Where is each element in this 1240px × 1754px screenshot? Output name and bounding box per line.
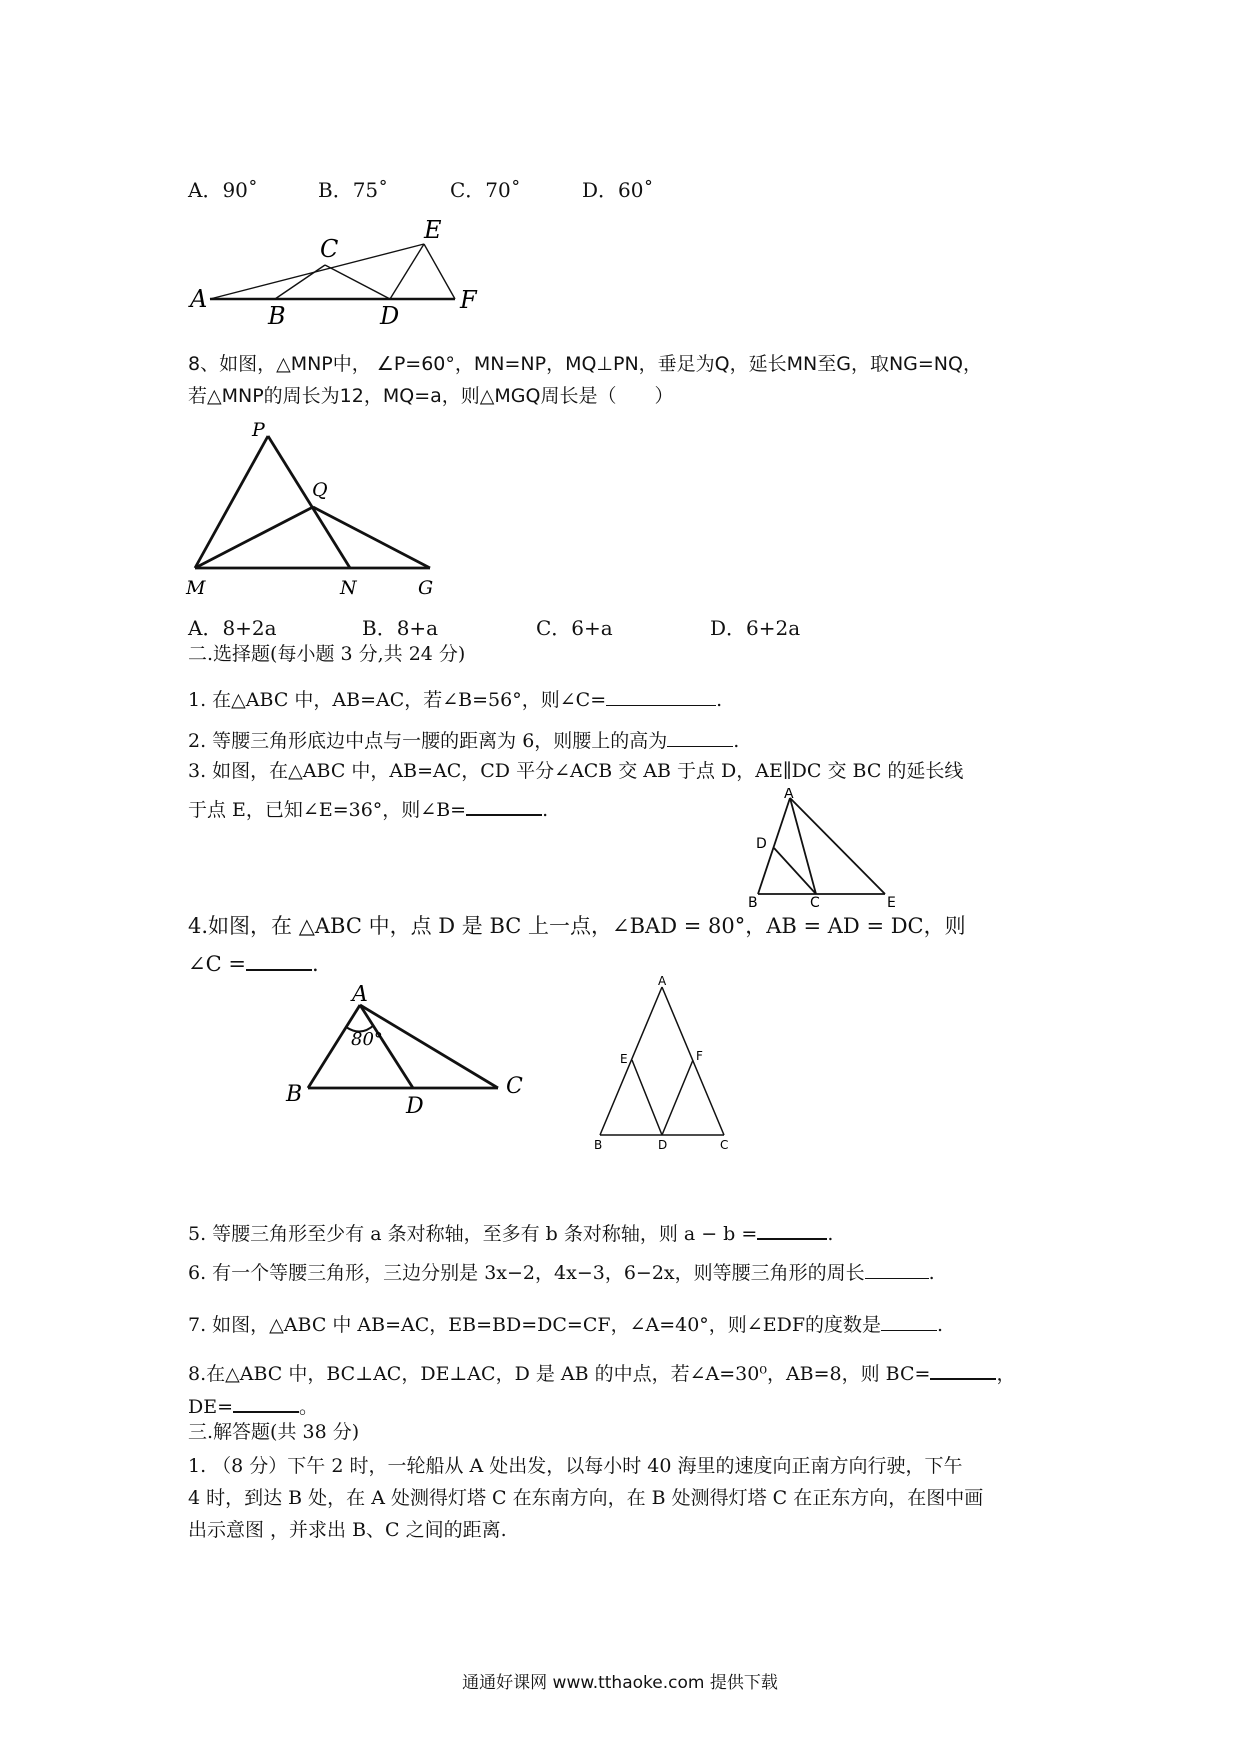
q8-option-c: C．6+a xyxy=(536,616,613,640)
q8-option-d: D．6+2a xyxy=(710,616,801,640)
fig-label-g: G xyxy=(418,577,434,599)
s2-q6: 6. 有一个等腰三角形，三边分别是 3x−2，4x−3，6−2x，则等腰三角形的周长 . xyxy=(188,1262,935,1284)
s4-figure xyxy=(280,985,540,1125)
fig-label-c: C xyxy=(720,1138,729,1150)
s3-q1-line1: 1. （8 分）下午 2 时，一轮船从 A 处出发，以每小时 40 海里的速度向正南方向行驶，下午 xyxy=(188,1455,963,1477)
s2-q8-line1: 8.在△ABC 中，BC⊥AC，DE⊥AC，D 是 AB 的中点，若∠A=30⁰，AB=8，则 BC= ， xyxy=(188,1360,1015,1384)
fig-label-m: M xyxy=(186,577,206,599)
fig-label-p: P xyxy=(252,419,265,441)
s2-q4-line2: ∠C = . xyxy=(188,952,319,976)
s3-figure xyxy=(740,788,915,908)
fig-label-e: E xyxy=(887,895,896,908)
section3-title: 三.解答题(共 38 分) xyxy=(188,1421,360,1443)
fig-label-e: E xyxy=(620,1052,628,1066)
s3-q1-line3: 出示意图 ，并求出 B、C 之间的距离. xyxy=(188,1519,507,1541)
q8-option-b: B．8+a xyxy=(362,616,439,640)
fig-label-b: B xyxy=(594,1138,603,1150)
fig-label-b: B xyxy=(286,1082,303,1107)
fig-label-b: B xyxy=(748,895,758,908)
fig-label-e: E xyxy=(424,220,442,244)
fig-label-d: D xyxy=(756,836,767,852)
fig-label-d: D xyxy=(380,302,400,330)
q7-option-c: C．70˚ xyxy=(450,178,521,202)
q7-option-b: B．75˚ xyxy=(318,178,389,202)
fig-label-c: C xyxy=(810,895,820,908)
q7-figure xyxy=(180,220,490,330)
s2-q7: 7. 如图，△ABC 中 AB=AC，EB=BD=DC=CF，∠A=40°，则∠EDF的度数是 . xyxy=(188,1314,944,1336)
fig-label-b: B xyxy=(268,302,286,330)
section2-title: 二.选择题(每小题 3 分,共 24 分) xyxy=(188,643,466,665)
s2-q1: 1. 在△ABC 中，AB=AC，若∠B=56°，则∠C= . xyxy=(188,689,723,711)
fig-label-q: Q xyxy=(312,479,328,501)
fig-label-f: F xyxy=(460,286,477,314)
fig-label-n: N xyxy=(340,577,357,599)
s2-q4-line1: 4.如图，在 △ABC 中，点 D 是 BC 上一点，∠BAD = 80°，AB = AD = DC，则 xyxy=(188,914,966,938)
fig-label-a: A xyxy=(190,285,208,313)
q8-option-a: A．8+2a xyxy=(188,616,277,640)
fig-label-a: A xyxy=(784,788,794,802)
fig-label-f: F xyxy=(696,1049,703,1063)
fig-label-c: C xyxy=(320,235,339,263)
s2-q3-line1: 3. 如图，在△ABC 中，AB=AC，CD 平分∠ACB 交 AB 于点 D，AE∥DC 交 BC 的延长线 xyxy=(188,760,964,782)
fig-label-d: D xyxy=(406,1094,424,1119)
q8-line1: 8、如图，△MNP中， ∠P=60°，MN=NP，MQ⊥PN，垂足为Q，延长MN至G，取NG=NQ， xyxy=(188,353,982,375)
s3-q1-line2: 4 时，到达 B 处，在 A 处测得灯塔 C 在东南方向，在 B 处测得灯塔 C 在正东方向，在图中画 xyxy=(188,1487,984,1509)
s2-q2: 2. 等腰三角形底边中点与一腰的距离为 6，则腰上的高为 . xyxy=(188,730,740,752)
s2-q5: 5. 等腰三角形至少有 a 条对称轴，至多有 b 条对称轴，则 a − b = . xyxy=(188,1220,833,1244)
fig-label-d: D xyxy=(658,1138,668,1150)
page-footer: 通通好课网 www.tthaoke.com 提供下载 xyxy=(462,1673,778,1693)
q8-line2: 若△MNP的周长为12，MQ=a，则△MGQ周长是（ ） xyxy=(188,385,674,407)
fig-label-a: A xyxy=(352,985,368,1007)
s2-q8-line2: DE= 。 xyxy=(188,1393,318,1417)
s2-q3-line2: 于点 E，已知∠E=36°，则∠B= . xyxy=(188,796,548,820)
fig-label-c: C xyxy=(506,1074,523,1099)
s7-figure xyxy=(580,975,750,1150)
fig-label-a: A xyxy=(658,975,667,988)
q7-option-d: D．60˚ xyxy=(582,178,654,202)
q8-figure xyxy=(180,418,450,603)
fig-angle-80: 80° xyxy=(351,1029,383,1050)
q7-option-a: A．90˚ xyxy=(188,178,258,202)
